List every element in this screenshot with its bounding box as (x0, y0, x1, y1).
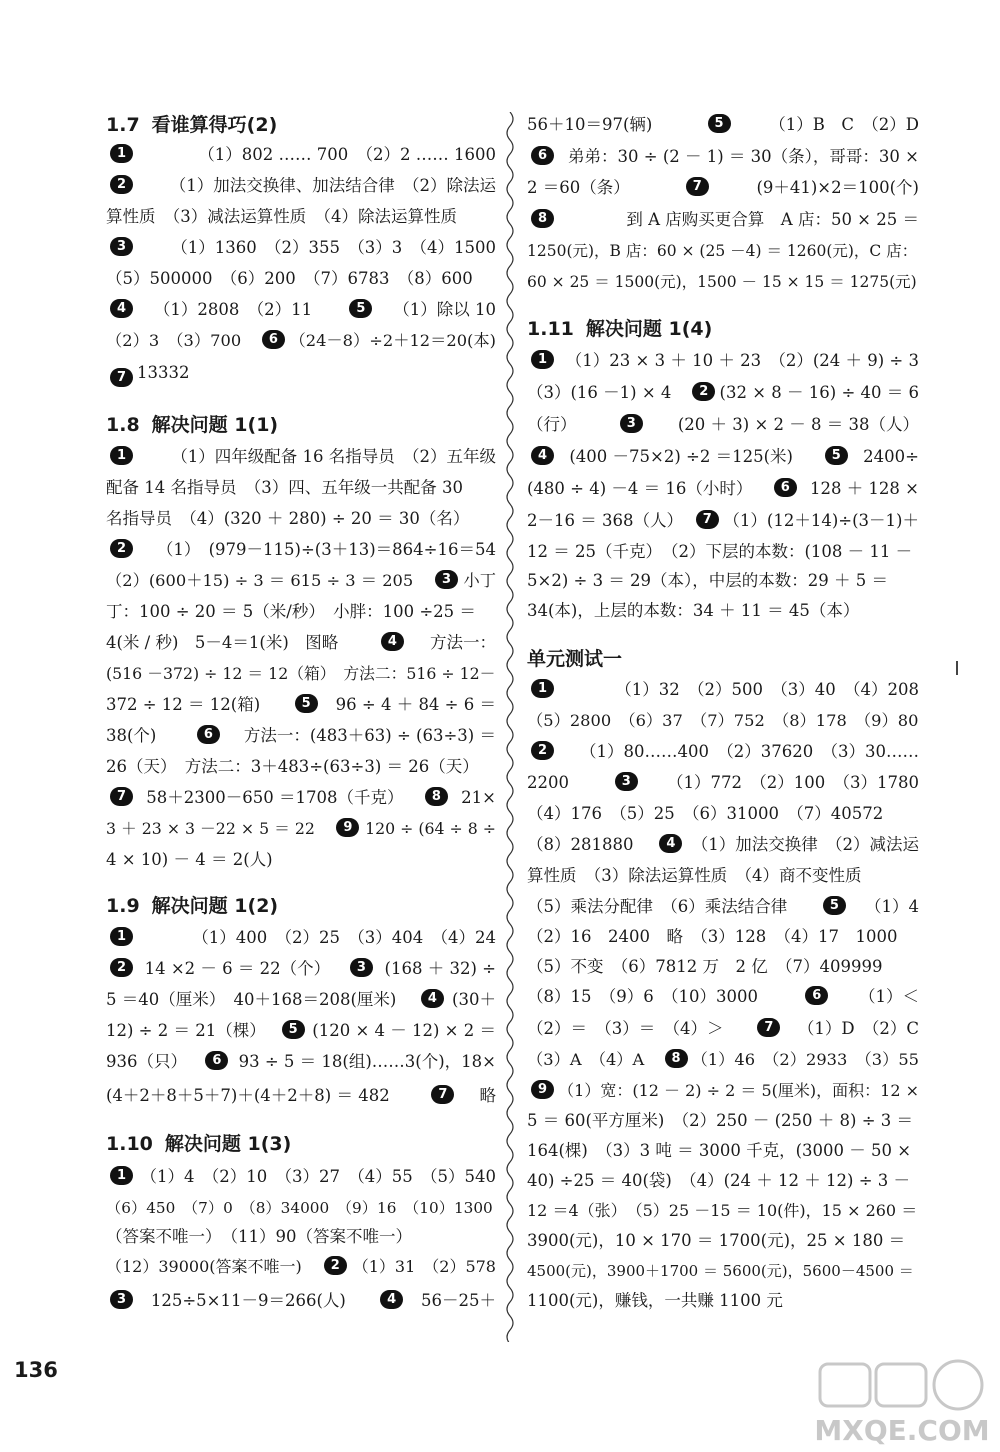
answer-text: （6）450 （7）0 （8）34000 （9）16 （10）1300 (106, 1199, 493, 1217)
answer-line (527, 1260, 919, 1282)
answer-line (527, 803, 919, 825)
answer-line (527, 865, 919, 887)
question-number-badge: 5 (823, 896, 846, 915)
answer-text: （8）281880 (527, 835, 650, 854)
question-number-badge: 4 (380, 1290, 403, 1309)
answer-line (106, 477, 496, 499)
answer-text: 4(米 / 秒) 5－4＝1(米) 图略 (106, 633, 355, 652)
answer-text: （答案不唯一） （11）90（答案不唯一） (106, 1227, 412, 1246)
question-number-badge: 9 (531, 1080, 554, 1099)
answer-text: 26（天） 方法二：3＋483÷(63÷3) ＝ 26（天） (106, 757, 479, 776)
question-number-badge: 6 (805, 986, 828, 1005)
answer-text: 12 ＝4（张） （5）25 －15 ＝ 10(件)，15 × 260 ＝ (527, 1201, 918, 1220)
question-number-badge: 3 (615, 772, 638, 791)
section-heading (106, 412, 278, 438)
answer-text: （1）1360 （2）355 （3）3 （4）1500 (171, 238, 496, 257)
answer-text: （4）176 （5）25 （6）31000 （7）40572 (527, 804, 884, 823)
answer-text: （1）802 …… 700 （2）2 …… 1600 (198, 145, 496, 164)
answer-text: 14 ×2 － 6 ＝ 22（个） (144, 959, 339, 978)
section-number: 1.10 (106, 1133, 153, 1155)
margin-mark (956, 661, 958, 675)
answer-line (527, 350, 919, 372)
answer-text: （1）加法交换律、加法结合律 （2）除法运 (169, 176, 496, 195)
answer-text: （1）772 （2）100 （3）1780 (667, 773, 919, 792)
answer-line (106, 663, 496, 685)
question-number-badge: 7 (431, 1085, 454, 1104)
answer-line (527, 146, 919, 168)
question-number-badge: 5 (295, 694, 318, 713)
answer-line (106, 268, 496, 290)
answer-line (106, 362, 190, 384)
answer-text: （5）500000 （6）200 （7）6783 （8）600 (106, 269, 473, 288)
question-number-badge: 6 (205, 1051, 228, 1070)
answer-text: （12）39000(答案不唯一) (106, 1257, 318, 1276)
answer-text: （1）46 （2）2933 （3）55 (691, 1050, 919, 1069)
answer-line (527, 177, 919, 199)
answer-text: （2）(600＋15) ÷ 3 ＝ 615 ÷ 3 ＝ 205 (106, 571, 430, 590)
answer-text: (400 －75×2) ÷2 ＝125(米) (569, 447, 810, 466)
answer-text: 配备 14 名指导员 （3）四、五年级一共配备 30 (106, 478, 463, 497)
answer-line (106, 539, 496, 561)
question-number-badge: 7 (110, 368, 133, 387)
answer-text: （1）D （2）C (797, 1019, 919, 1038)
answer-text: 38(个) (106, 726, 173, 745)
answer-line (527, 570, 919, 592)
answer-line (527, 834, 919, 856)
answer-line (106, 1290, 496, 1312)
answer-text: 名指导员 （4）(320 ＋ 280) ÷ 20 ＝ 30（名） (106, 509, 470, 528)
answer-line (527, 1230, 919, 1252)
question-number-badge: 7 (686, 177, 709, 196)
answer-text: 58＋2300－650 ＝1708（千克） (146, 788, 412, 807)
answer-text: （1）除以 10 (393, 300, 496, 319)
question-number-badge: 1 (531, 679, 554, 698)
answer-text: （1）B C （2）D (769, 115, 919, 134)
answer-text: 128 ＋ 128 × (809, 479, 919, 498)
answer-line (106, 175, 496, 197)
question-number-badge: 6 (197, 725, 220, 744)
answer-text: 1250(元)，B 店：60 × (25 －4) ＝ 1260(元)，C 店： (527, 242, 918, 260)
answer-text: (120 × 4 － 12) × 2 ＝ (312, 1021, 496, 1040)
answer-line (106, 958, 496, 980)
answer-text: 5 ＝40（厘米） 40＋168＝208(厘米) (106, 990, 413, 1009)
question-number-badge: 2 (110, 958, 133, 977)
answer-text: 2200 (527, 773, 586, 792)
answer-text: 2400÷ (863, 447, 919, 466)
question-number-badge: 7 (110, 787, 133, 806)
answer-text: 小丁 (463, 571, 496, 590)
section-title: 解决问题 1(4) (585, 318, 713, 340)
answer-line (527, 209, 919, 231)
section-number: 1.7 (106, 114, 140, 136)
answer-line (527, 926, 919, 948)
answer-line (527, 1140, 919, 1162)
answer-text: 算性质 （3）除法运算性质 （4）商不变性质 (527, 866, 862, 885)
question-number-badge: 8 (425, 787, 448, 806)
answer-line (527, 986, 919, 1008)
question-number-badge: 2 (324, 1256, 347, 1275)
answer-text: (30＋ (452, 990, 496, 1009)
answer-line (527, 1290, 783, 1312)
answer-text: 4 × 10) － 4 ＝ 2(人) (106, 850, 273, 869)
question-number-badge: 6 (531, 146, 554, 165)
question-number-badge: 2 (110, 175, 133, 194)
answer-text: （2）16 2400 略 （3）128 （4）17 1000 (527, 927, 898, 946)
answer-text: 56＋10＝97(辆) (527, 115, 669, 134)
question-number-badge: 3 (620, 414, 643, 433)
answer-text: (480 ÷ 4) －4 ＝ 16（小时） (527, 479, 761, 498)
answer-line (106, 206, 496, 228)
section-heading (106, 893, 278, 919)
section-title: 解决问题 1(2) (151, 895, 279, 917)
section-number: 1.9 (106, 895, 140, 917)
answer-line (527, 710, 919, 732)
answer-text: 丁：100 ÷ 20 ＝ 5（米/秒） 小胖：100 ÷25 ＝ (106, 602, 476, 621)
answer-line (527, 1018, 919, 1040)
watermark-logo (812, 1356, 992, 1448)
answer-line (527, 240, 919, 262)
answer-text: （5）乘法分配律 （6）乘法结合律 (527, 897, 804, 916)
answer-text: 到 A 店购买更合算 A 店：50 × 25 ＝ (626, 210, 919, 229)
answer-text: 4500(元)，3900＋1700 ＝ 5600(元)，5600－4500 ＝ (527, 1262, 914, 1280)
answer-text: （1）加法交换律 （2）减法运 (691, 835, 919, 854)
question-number-badge: 2 (110, 539, 133, 558)
answer-text: 5 ＝ 60(平方厘米) （2）250 － (250 ＋ 8) ÷ 3 ＝ (527, 1111, 914, 1130)
answer-text: （1）四年级配备 16 名指导员 （2）五年级 (171, 447, 496, 466)
answer-line (527, 956, 919, 978)
section-heading (527, 646, 622, 672)
page-number: 136 (14, 1358, 58, 1382)
answer-text: 40) ÷25 ＝ 40(袋) （4）(24 ＋ 12 ＋ 12) ÷ 3 － (527, 1171, 911, 1190)
answer-text: 96 ÷ 4 ＋ 84 ÷ 6 ＝ (335, 695, 496, 714)
question-number-badge: 3 (435, 570, 458, 589)
answer-line (106, 849, 273, 871)
answer-line (527, 896, 919, 918)
answer-text: 2 ＝60（条） (527, 178, 638, 197)
question-number-badge: 5 (708, 114, 731, 133)
question-number-badge: 1 (110, 144, 133, 163)
answer-text: （8）15 （9）6 （10）3000 (527, 987, 775, 1006)
answer-text: 3900(元)，10 × 170 ＝ 1700(元)，25 × 180 ＝ (527, 1231, 906, 1250)
answer-line (527, 446, 919, 468)
answer-text: 936（只） (106, 1052, 196, 1071)
question-number-badge: 4 (381, 632, 404, 651)
question-number-badge: 2 (531, 741, 554, 760)
answer-line (106, 927, 496, 949)
answer-text: （1）2808 （2）11 (153, 300, 329, 319)
answer-text: 164(棵) （3）3 吨 ＝ 3000 千克，(3000 － 50 × (527, 1141, 912, 1160)
answer-text: 372 ÷ 12 ＝ 12(箱) (106, 695, 277, 714)
answer-text: 60 × 25 ＝ 1500(元)，1500 － 15 × 15 ＝ 1275(元) (527, 273, 917, 291)
answer-line (527, 114, 919, 136)
question-number-badge: 1 (531, 350, 554, 369)
answer-text: （1） (979－115)÷(3＋13)＝864÷16＝54 (156, 540, 496, 559)
answer-text: （1）4 （2）10 （3）27 （4）55 （5）540 (140, 1167, 496, 1186)
question-number-badge: 3 (110, 237, 133, 256)
answer-text: （1）400 （2）25 （3）404 （4）24 (192, 928, 496, 947)
question-number-badge: 8 (665, 1049, 688, 1068)
answer-text: 93 ÷ 5 ＝ 18(组)……3(个)，18× (238, 1052, 496, 1071)
answer-text: 2－16 ＝ 368（人） (527, 511, 692, 530)
answer-text: （1）(12＋14)÷(3－1)＋ (723, 511, 919, 530)
answer-line (106, 237, 496, 259)
answer-text: （行） (527, 415, 585, 434)
question-number-badge: 3 (110, 1290, 133, 1309)
answer-line (527, 1170, 919, 1192)
section-title: 解决问题 1(1) (151, 414, 279, 436)
answer-text: （3）(16 －1) × 4 (527, 383, 688, 402)
answer-line (106, 1051, 496, 1073)
answer-text: （1）32 （2）500 （3）40 （4）208 (615, 680, 919, 699)
answer-text: 120 ÷ (64 ÷ 8 ÷ (365, 819, 496, 838)
question-number-badge: 6 (774, 478, 797, 497)
answer-text: (168 ＋ 32) ÷ (384, 959, 496, 978)
answer-text: 21× (461, 788, 496, 807)
section-heading (106, 112, 277, 138)
divider-wave (507, 112, 513, 1342)
answer-line (106, 1256, 496, 1278)
answer-line (106, 756, 496, 778)
answer-text: （2）3 （3）700 (106, 331, 258, 350)
answer-text: 方法一：(483＋63) ÷ (63÷3) ＝ (243, 726, 496, 745)
answer-line (106, 818, 496, 840)
answer-line (527, 1080, 919, 1102)
answer-line (527, 1110, 919, 1132)
question-number-badge: 5 (825, 446, 848, 465)
answer-line (527, 679, 919, 701)
question-number-badge: 7 (696, 510, 719, 529)
answer-line (527, 1200, 919, 1222)
answer-text: 方法一： (429, 633, 496, 652)
answer-line (527, 510, 919, 532)
section-title: 看谁算得巧(2) (151, 114, 278, 136)
answer-line (527, 1049, 919, 1071)
answer-line (106, 1226, 496, 1248)
answer-line (527, 414, 919, 436)
answer-text: （1）4 (865, 897, 919, 916)
answer-line (106, 144, 496, 166)
answer-text: 34(本)，上层的本数：34 ＋ 11 ＝ 45（本） (527, 601, 860, 620)
answer-line (106, 1020, 496, 1042)
answer-text: （5）不变 （6）7812 万 2 亿 （7）409999 (527, 957, 883, 976)
question-number-badge: 7 (757, 1018, 780, 1037)
answer-text: 弟弟：30 ÷ (2 － 1) ＝ 30（条），哥哥：30 × (568, 147, 919, 166)
question-number-badge: 1 (110, 1166, 133, 1185)
question-number-badge: 2 (692, 382, 715, 401)
answer-line (527, 741, 919, 763)
answer-text: 5×2) ÷ 3 ＝ 29（本），中层的本数：29 ＋ 5 ＝ (527, 571, 889, 590)
answer-text: (9＋41)×2＝100(个) (756, 178, 919, 197)
answer-line (106, 570, 496, 592)
answer-text: （1）80……400 （2）37620 （3）30…… (580, 742, 919, 761)
section-number: 1.11 (527, 318, 574, 340)
answer-line (106, 632, 496, 654)
answer-line (106, 508, 496, 530)
answer-text: 算性质 （3）减法运算性质 （4）除法运算性质 (106, 207, 457, 226)
watermark-text: MXQE.COM (814, 1414, 990, 1447)
question-number-badge: 1 (110, 446, 133, 465)
answer-line (527, 541, 919, 563)
answer-line (106, 299, 496, 321)
answer-line (106, 1197, 496, 1219)
answer-line (106, 446, 496, 468)
question-number-badge: 4 (110, 299, 133, 318)
answer-text: （1）31 （2）578 (352, 1257, 496, 1276)
answer-line (106, 601, 496, 623)
answer-text: 125÷5×11－9＝266(人) (150, 1291, 363, 1310)
question-number-badge: 4 (659, 834, 682, 853)
answer-line (527, 271, 919, 293)
section-heading (106, 1131, 291, 1157)
question-number-badge: 5 (282, 1020, 305, 1039)
answer-line (106, 694, 496, 716)
question-number-badge: 1 (110, 927, 133, 946)
answer-text: (516 －372) ÷ 12 ＝ 12（箱） 方法二：516 ÷ 12－ (106, 664, 496, 683)
answer-line (527, 772, 919, 794)
answer-line (527, 600, 859, 622)
answer-text: （1）23 × 3 ＋ 10 ＋ 23 （2）(24 ＋ 9) ÷ 3 (565, 351, 919, 370)
answer-line (106, 989, 496, 1011)
answer-text: 略 (479, 1086, 496, 1105)
answer-line (106, 330, 496, 352)
question-number-badge: 8 (531, 209, 554, 228)
question-number-badge: 6 (262, 330, 285, 349)
answer-text: （1）宽：(12 － 2) ÷ 2 ＝ 5(厘米)，面积：12 × (558, 1081, 919, 1100)
answer-text: （3）A （4）A (527, 1050, 661, 1069)
answer-text: 12 ＝ 25（千克） （2）下层的本数：(108 － 11 － (527, 542, 913, 561)
answer-text: （1）＜ (858, 987, 919, 1006)
question-number-badge: 9 (336, 818, 359, 837)
answer-text: (20 ＋ 3) × 2 － 8 ＝ 38（人） (677, 415, 919, 434)
answer-text: （2）＝ （3）＝ （4）＞ (527, 1019, 740, 1038)
answer-text: （5）2800 （6）37 （7）752 （8）178 （9）80 (527, 711, 919, 730)
question-number-badge: 3 (350, 958, 373, 977)
answer-text: (4＋2＋8＋5＋7)＋(4＋2＋8) ＝ 482 (106, 1086, 407, 1105)
answer-line (527, 382, 919, 404)
section-heading (527, 316, 712, 342)
section-number: 1.8 (106, 414, 140, 436)
question-number-badge: 5 (349, 299, 372, 318)
answer-text: 12) ÷ 2 ＝ 21（棵） (106, 1021, 274, 1040)
answer-text: (32 × 8 － 16) ÷ 40 ＝ 6 (719, 383, 919, 402)
section-title: 解决问题 1(3) (164, 1133, 292, 1155)
answer-line (106, 1085, 496, 1107)
answer-text: 1100(元)，赚钱，一共赚 1100 元 (527, 1291, 783, 1310)
answer-text: 13332 (137, 363, 190, 382)
answer-text: （24－8）÷2＋12＝20(本) (289, 331, 496, 350)
wavy-column-divider (500, 112, 520, 1342)
answer-line (106, 1166, 496, 1188)
answer-text: 3 ＋ 23 × 3 －22 × 5 ＝ 22 (106, 819, 331, 838)
question-number-badge: 4 (421, 989, 444, 1008)
section-title: 单元测试一 (527, 648, 623, 670)
question-number-badge: 4 (531, 446, 554, 465)
answer-text: 56－25＋ (421, 1291, 496, 1310)
answer-line (106, 725, 496, 747)
answer-line (527, 478, 919, 500)
answer-line (106, 787, 496, 809)
